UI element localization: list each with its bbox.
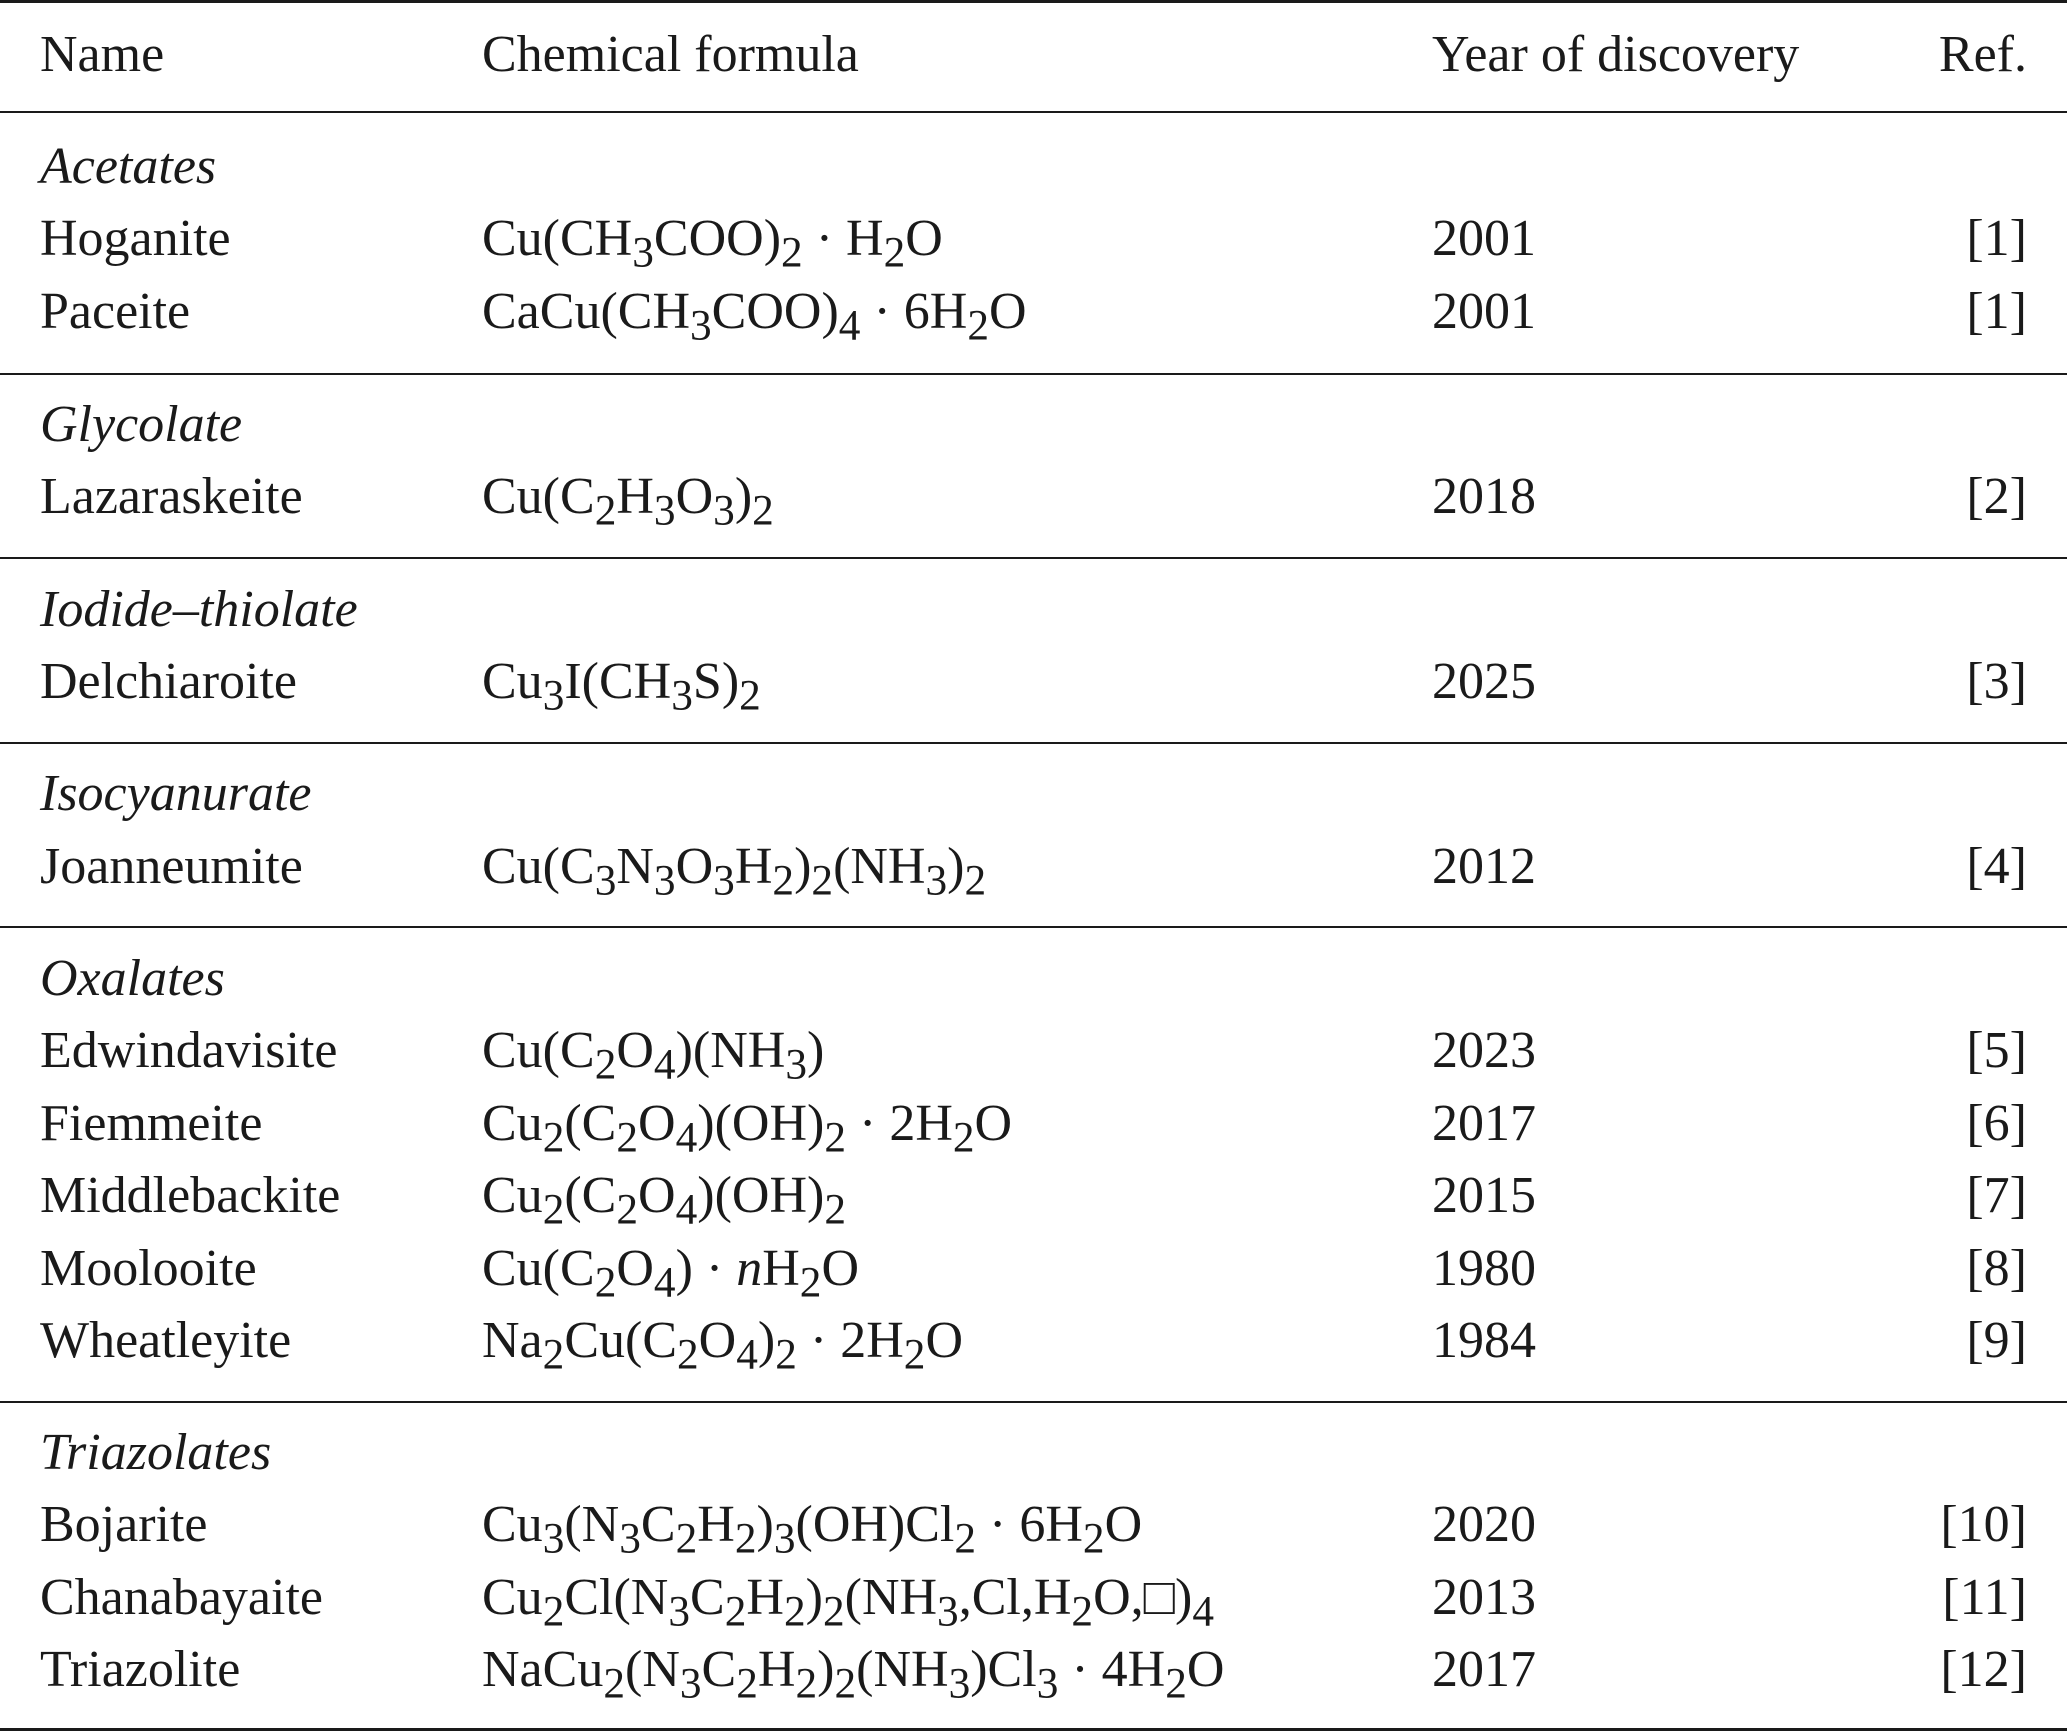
row-ref: [1]: [1966, 283, 2027, 340]
row-ref: [6]: [1966, 1095, 2027, 1152]
row-year: 2015: [1432, 1167, 1536, 1224]
row-formula: $Cu(C_2O_4) \cdot nH_2O$: [482, 1240, 860, 1307]
row-ref: [4]: [1966, 838, 2027, 895]
group-divider: [0, 1401, 2067, 1403]
row-name: Chanabayaite: [40, 1569, 323, 1626]
group-divider: [0, 373, 2067, 375]
row-formula: $Cu_2Cl(N_3C_2H_2)_2(NH_3,Cl,H_2O,□)_4$: [482, 1569, 1215, 1636]
header-name: Name: [40, 26, 165, 83]
row-formula: $Cu(C_2O_4)(NH_3)$: [482, 1022, 825, 1089]
row-formula: $NaCu_2(N_3C_2H_2)_2(NH_3)Cl_3 \cdot 4H_2O$: [482, 1641, 1225, 1708]
row-year: 2012: [1432, 838, 1536, 895]
group-divider: [0, 742, 2067, 744]
row-formula: $Cu_2(C_2O_4)(OH)_2 \cdot 2H_2O$: [482, 1095, 1013, 1162]
row-ref: [3]: [1966, 653, 2027, 710]
row-year: 2013: [1432, 1569, 1536, 1626]
row-name: Wheatleyite: [40, 1312, 292, 1369]
group-title-triazolates: Triazolates: [40, 1424, 272, 1481]
group-title-oxalates: Oxalates: [40, 950, 225, 1007]
row-name: Hoganite: [40, 210, 231, 267]
row-year: 2017: [1432, 1095, 1536, 1152]
row-name: Lazaraskeite: [40, 468, 303, 525]
row-year: 2023: [1432, 1022, 1536, 1079]
group-divider: [0, 557, 2067, 559]
row-year: 2017: [1432, 1641, 1536, 1698]
header-ref: Ref.: [1938, 26, 2027, 83]
row-ref: [7]: [1966, 1167, 2027, 1224]
row-formula: $Cu(C_3N_3O_3H_2)_2(NH_3)_2$: [482, 838, 987, 905]
group-divider: [0, 926, 2067, 928]
row-year: 2001: [1432, 283, 1536, 340]
header-year: Year of discovery: [1432, 26, 1800, 83]
row-formula: $CaCu(CH_3COO)_4 \cdot 6H_2O$: [482, 283, 1027, 350]
row-name: Bojarite: [40, 1496, 208, 1553]
row-ref: [5]: [1966, 1022, 2027, 1079]
row-ref: [8]: [1966, 1240, 2027, 1297]
header-rule: [0, 111, 2067, 113]
row-name: Moolooite: [40, 1240, 257, 1297]
row-name: Middlebackite: [40, 1167, 341, 1224]
row-ref: [12]: [1940, 1641, 2027, 1698]
row-year: 2001: [1432, 210, 1536, 267]
row-name: Joanneumite: [40, 838, 303, 895]
row-name: Delchiaroite: [40, 653, 297, 710]
group-title-isocyanurate: Isocyanurate: [40, 765, 312, 822]
row-ref: [9]: [1966, 1312, 2027, 1369]
row-name: Edwindavisite: [40, 1022, 338, 1079]
group-title-glycolate: Glycolate: [40, 396, 243, 453]
top-rule: [0, 0, 2067, 3]
bottom-rule: [0, 1728, 2067, 1731]
row-name: Fiemmeite: [40, 1095, 263, 1152]
row-formula: $Cu(CH_3COO)_2 \cdot H_2O$: [482, 210, 943, 277]
row-year: 2018: [1432, 468, 1536, 525]
header-formula: Chemical formula: [482, 26, 859, 83]
row-ref: [1]: [1966, 210, 2027, 267]
row-formula: $Cu_3I(CH_3S)_2$: [482, 653, 761, 720]
row-name: Triazolite: [40, 1641, 241, 1698]
row-ref: [2]: [1966, 468, 2027, 525]
row-year: 2020: [1432, 1496, 1536, 1553]
row-ref: [10]: [1940, 1496, 2027, 1553]
row-formula: $Cu_3(N_3C_2H_2)_3(OH)Cl_2 \cdot 6H_2O$: [482, 1496, 1143, 1563]
row-formula: $Na_2Cu(C_2O_4)_2 \cdot 2H_2O$: [482, 1312, 964, 1379]
group-title-acetates: Acetates: [40, 138, 217, 195]
row-year: 1980: [1432, 1240, 1536, 1297]
row-year: 2025: [1432, 653, 1536, 710]
row-year: 1984: [1432, 1312, 1536, 1369]
row-formula: $Cu_2(C_2O_4)(OH)_2$: [482, 1167, 846, 1234]
group-title-iodide-thiolate: Iodide–thiolate: [40, 581, 358, 638]
row-name: Paceite: [40, 283, 191, 340]
row-formula: $Cu(C_2H_3O_3)_2$: [482, 468, 774, 535]
row-ref: [11]: [1942, 1569, 2027, 1626]
